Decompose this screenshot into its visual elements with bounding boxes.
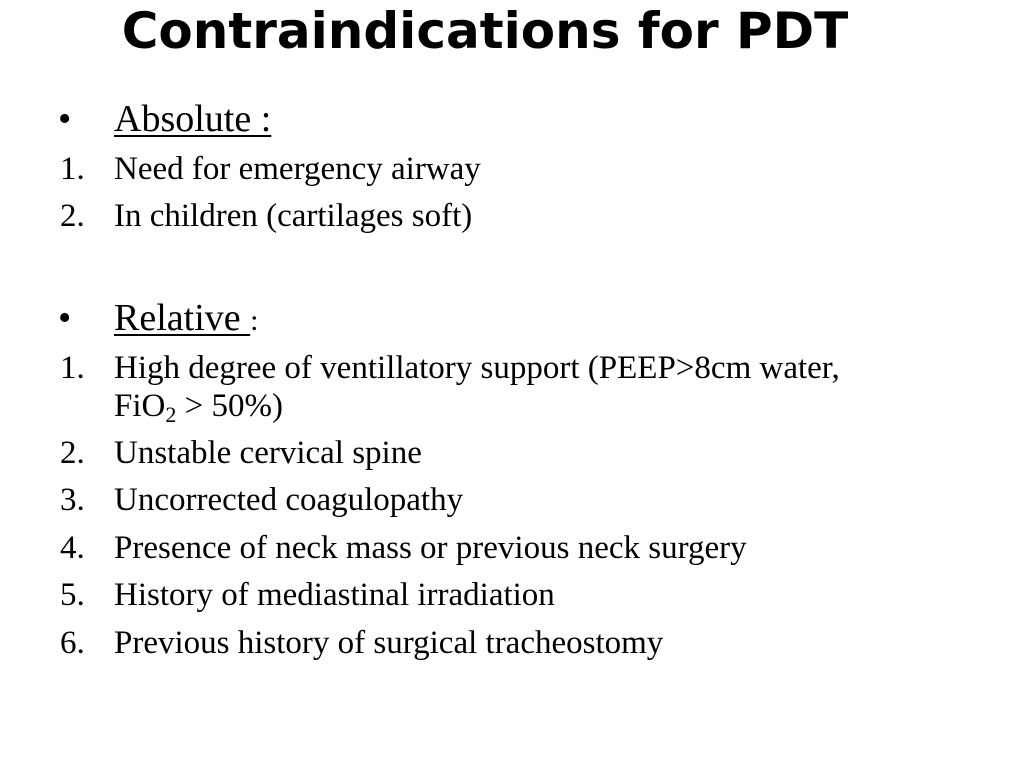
item-text: Presence of neck mass or previous neck surgery: [114, 530, 747, 566]
item-text: In children (cartilages soft): [114, 198, 473, 234]
item-text-line1: High degree of ventillatory support (PEEP>8cm water,: [114, 350, 840, 386]
relative-colon: :: [250, 304, 259, 337]
fio-value: > 50%): [176, 388, 283, 424]
bullet-marker: •: [58, 297, 72, 339]
slide-title: Contraindications for PDT: [121, 2, 849, 60]
item-number: 2.: [60, 198, 85, 234]
relative-label-wrap: [114, 296, 258, 343]
item-text: History of mediastinal irradiation: [114, 577, 555, 613]
item-number: 5.: [60, 577, 85, 613]
item-number: 4.: [60, 530, 85, 566]
item-text-line2: [114, 387, 283, 425]
relative-label: Relative: [114, 297, 251, 339]
absolute-label-wrap: [114, 97, 271, 141]
bullet-marker: •: [58, 98, 72, 140]
absolute-label: Absolute :: [114, 98, 272, 140]
item-text: Unstable cervical spine: [114, 435, 422, 471]
item-text: Previous history of surgical tracheostomy: [114, 625, 664, 661]
item-number: 1.: [60, 151, 85, 187]
fio-subscript: 2: [165, 402, 177, 427]
item-text: Need for emergency airway: [114, 151, 481, 187]
item-number: 2.: [60, 435, 85, 471]
item-number: 3.: [60, 482, 85, 518]
item-text: Uncorrected coagulopathy: [114, 482, 464, 518]
item-number: 6.: [60, 625, 85, 661]
fio-text: FiO: [114, 388, 166, 424]
item-number: 1.: [60, 350, 85, 386]
